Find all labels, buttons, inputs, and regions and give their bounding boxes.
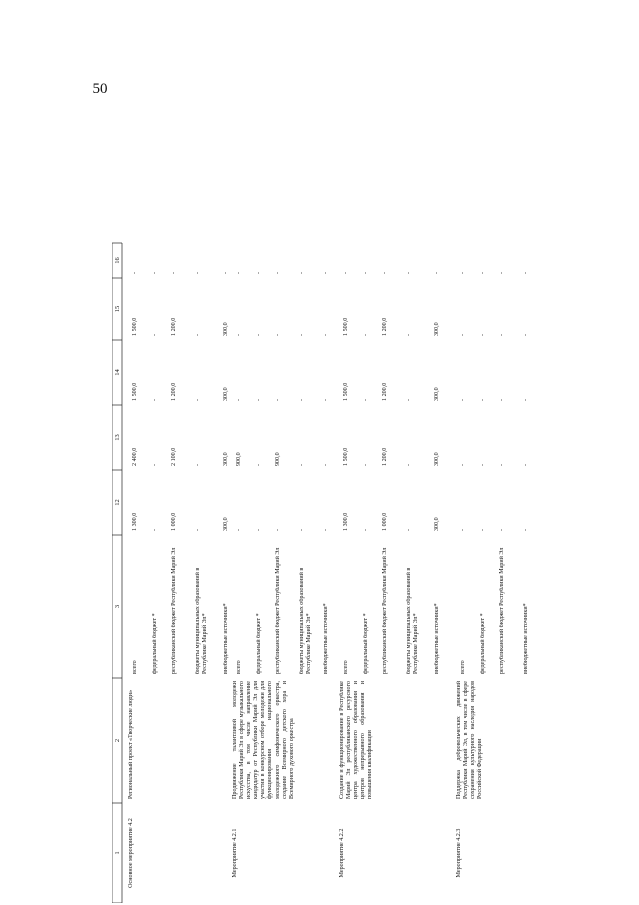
funding-value: 300,0 xyxy=(223,517,229,531)
funding-value: - xyxy=(406,528,412,531)
funding-value: - xyxy=(256,528,262,531)
budget-table xyxy=(112,103,557,903)
funding-value: - xyxy=(480,271,486,274)
funding-value: 900,0 xyxy=(236,452,242,466)
funding-value: - xyxy=(256,271,262,274)
funding-source: всего xyxy=(132,660,138,674)
funding-value: 1 200,0 xyxy=(382,447,388,466)
funding-value: 300,0 xyxy=(434,517,440,531)
funding-value: - xyxy=(323,271,329,274)
funding-value: 1 000,0 xyxy=(171,512,177,531)
funding-value: - xyxy=(406,398,412,401)
funding-value: - xyxy=(195,333,201,336)
funding-value: - xyxy=(406,463,412,466)
funding-value: 300,0 xyxy=(434,452,440,466)
funding-value: 2 400,0 xyxy=(132,447,138,466)
funding-value: - xyxy=(195,463,201,466)
funding-value: - xyxy=(152,528,158,531)
funding-value: - xyxy=(382,271,388,274)
funding-source: всего xyxy=(343,660,349,674)
funding-value: - xyxy=(223,271,229,274)
funding-value: - xyxy=(299,333,305,336)
funding-value: - xyxy=(434,271,440,274)
row-name: Поддержка добровольческих движений Республики Марий Эл, в том числе в сфере сохранения культурного наследия народов Российской Федерации xyxy=(456,681,484,799)
funding-source: внебюджетные источники* xyxy=(323,603,329,674)
funding-value: - xyxy=(236,398,242,401)
column-header-14: 14 xyxy=(113,369,121,376)
column-header-12: 12 xyxy=(113,499,121,506)
funding-value: - xyxy=(195,528,201,531)
funding-value: - xyxy=(523,271,529,274)
funding-value: - xyxy=(363,463,369,466)
funding-value: - xyxy=(363,333,369,336)
funding-value: - xyxy=(171,271,177,274)
funding-source: внебюджетные источники* xyxy=(434,603,440,674)
column-header-3: 3 xyxy=(113,604,121,609)
funding-source: бюджеты муниципальных образований в Республике Марий Эл* xyxy=(406,567,420,674)
funding-value: 900,0 xyxy=(275,452,281,466)
funding-source: всего xyxy=(460,660,466,674)
funding-value: - xyxy=(275,333,281,336)
funding-value: - xyxy=(363,271,369,274)
funding-source: всего xyxy=(236,660,242,674)
row-name: Создание и функционирование в Республике Марий Эл республиканского ресурсного центра художественного образования и центров непрерывного образования и повышения квалификации xyxy=(339,681,374,799)
funding-value: - xyxy=(299,463,305,466)
funding-value: - xyxy=(460,463,466,466)
funding-value: - xyxy=(275,271,281,274)
funding-source: федеральный бюджет * xyxy=(363,613,369,674)
funding-source: бюджеты муниципальных образований в Республике Марий Эл* xyxy=(195,567,209,674)
funding-value: - xyxy=(499,398,505,401)
funding-value: - xyxy=(460,528,466,531)
funding-value: - xyxy=(323,398,329,401)
funding-value: 300,0 xyxy=(434,387,440,401)
funding-value: - xyxy=(523,463,529,466)
funding-value: - xyxy=(256,463,262,466)
funding-value: - xyxy=(236,528,242,531)
funding-value: - xyxy=(460,271,466,274)
funding-value: 1 000,0 xyxy=(382,512,388,531)
funding-value: 1 300,0 xyxy=(132,512,138,531)
funding-value: - xyxy=(323,463,329,466)
funding-value: - xyxy=(480,528,486,531)
funding-value: - xyxy=(299,528,305,531)
funding-value: 300,0 xyxy=(434,322,440,336)
funding-value: - xyxy=(256,333,262,336)
funding-value: 1 200,0 xyxy=(171,317,177,336)
row-name: Региональный проект «Творческие люди» xyxy=(128,689,134,799)
funding-value: - xyxy=(152,398,158,401)
funding-value: - xyxy=(152,463,158,466)
funding-value: 300,0 xyxy=(223,452,229,466)
funding-source: республиканский бюджет Республики Марий Эл xyxy=(275,547,281,674)
column-header-16: 16 xyxy=(113,257,121,264)
funding-value: 1 200,0 xyxy=(171,382,177,401)
funding-value: - xyxy=(523,333,529,336)
row-code: Мероприятие 4.2.2 xyxy=(339,828,345,878)
funding-value: - xyxy=(323,528,329,531)
funding-value: - xyxy=(460,333,466,336)
funding-value: 1 200,0 xyxy=(382,317,388,336)
funding-source: республиканский бюджет Республики Марий Эл xyxy=(499,547,505,674)
funding-value: - xyxy=(480,333,486,336)
page-number: 50 xyxy=(92,81,108,97)
funding-value: - xyxy=(480,463,486,466)
column-header-1: 1 xyxy=(113,851,121,855)
funding-value: - xyxy=(299,271,305,274)
row-name: Продвижение талантливой молодежи Республики Марий Эл в сфере музыкального искусства, в том числе направление кандидатур от Республики Марий Эл для участия в конкурсном отборе молодежи для функционирования национального молодежного симфонического оркестра, создание Всемирного детского хора и Всемирного духового оркестра xyxy=(232,681,295,799)
funding-value: - xyxy=(499,333,505,336)
funding-value: 300,0 xyxy=(223,387,229,401)
funding-value: 1 500,0 xyxy=(343,382,349,401)
funding-source: внебюджетные источники* xyxy=(523,603,529,674)
funding-source: федеральный бюджет * xyxy=(152,613,158,674)
funding-source: бюджеты муниципальных образований в Республике Марий Эл* xyxy=(299,567,313,674)
funding-value: - xyxy=(499,271,505,274)
funding-source: республиканский бюджет Республики Марий Эл xyxy=(382,547,388,674)
funding-value: 1 200,0 xyxy=(382,382,388,401)
funding-value: 1 500,0 xyxy=(343,447,349,466)
funding-source: федеральный бюджет * xyxy=(256,613,262,674)
funding-value: 2 100,0 xyxy=(171,447,177,466)
funding-value: - xyxy=(299,398,305,401)
funding-value: - xyxy=(323,333,329,336)
funding-value: 1 300,0 xyxy=(343,512,349,531)
funding-value: - xyxy=(406,271,412,274)
column-header-15: 15 xyxy=(113,305,121,313)
funding-value: - xyxy=(363,398,369,401)
funding-value: - xyxy=(152,271,158,274)
funding-value: - xyxy=(523,398,529,401)
funding-value: - xyxy=(343,271,349,274)
funding-value: - xyxy=(236,271,242,274)
funding-value: - xyxy=(480,398,486,401)
funding-value: - xyxy=(523,528,529,531)
row-code: Основное мероприятие 4.2 xyxy=(128,818,134,888)
funding-value: 1 500,0 xyxy=(132,382,138,401)
row-code: Мероприятие 4.2.1 xyxy=(232,828,238,878)
funding-value: - xyxy=(499,528,505,531)
funding-value: - xyxy=(460,398,466,401)
funding-value: - xyxy=(499,463,505,466)
funding-value: - xyxy=(275,528,281,531)
column-header-2: 2 xyxy=(113,738,121,743)
column-header-13: 13 xyxy=(113,434,121,441)
funding-source: республиканский бюджет Республики Марий Эл xyxy=(171,547,177,674)
funding-value: 1 500,0 xyxy=(132,317,138,336)
row-code: Мероприятие 4.2.3 xyxy=(456,828,462,878)
funding-value: - xyxy=(363,528,369,531)
funding-source: внебюджетные источники* xyxy=(223,603,229,674)
funding-value: - xyxy=(236,333,242,336)
funding-value: - xyxy=(256,398,262,401)
funding-value: 1 500,0 xyxy=(343,317,349,336)
funding-value: 300,0 xyxy=(223,322,229,336)
funding-value: - xyxy=(152,333,158,336)
funding-value: - xyxy=(132,271,138,274)
funding-value: - xyxy=(195,271,201,274)
funding-value: - xyxy=(195,398,201,401)
funding-source: федеральный бюджет * xyxy=(480,613,486,674)
funding-value: - xyxy=(275,398,281,401)
funding-value: - xyxy=(406,333,412,336)
